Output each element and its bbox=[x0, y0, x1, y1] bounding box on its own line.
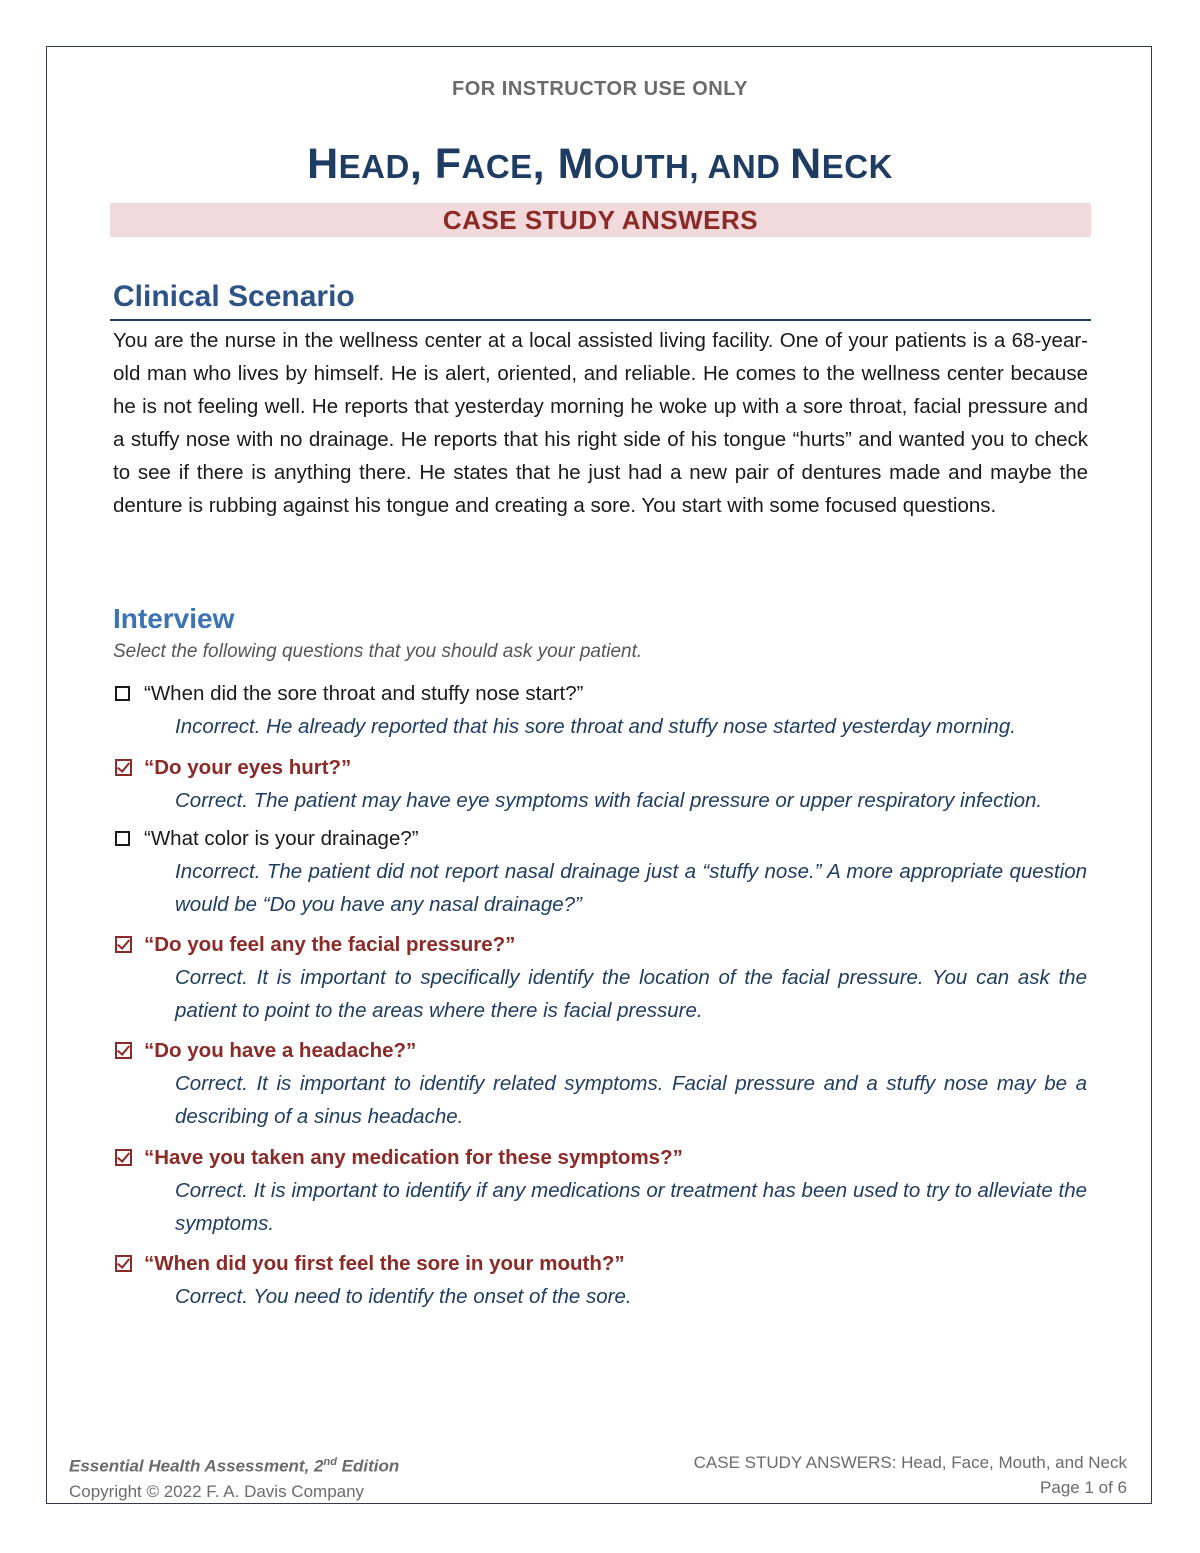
clinical-scenario-heading: Clinical Scenario bbox=[113, 280, 355, 313]
question-feedback: Incorrect. The patient did not report nasal drainage just a “stuffy nose.” A more appropriate question would be “Do you have any nasal drainage?” bbox=[175, 860, 1087, 916]
title-part: H bbox=[307, 140, 339, 188]
question-text: “Do you feel any the facial pressure?” bbox=[144, 933, 516, 956]
question-text: “What color is your drainage?” bbox=[144, 827, 419, 850]
footer-right bbox=[694, 1450, 1127, 1500]
question-text: “Have you taken any medication for these symptoms?” bbox=[144, 1146, 683, 1169]
question-item bbox=[115, 822, 1090, 921]
title-part: N bbox=[790, 140, 822, 188]
question-item bbox=[115, 1247, 1090, 1313]
question-feedback: Correct. You need to identify the onset of the sore. bbox=[175, 1285, 632, 1308]
question-item bbox=[115, 677, 1090, 743]
checked-box-icon bbox=[115, 1149, 132, 1166]
question-feedback: Correct. It is important to specifically identify the location of the facial pressure. You can ask the patient to point to the areas where there is facial pressure. bbox=[175, 966, 1087, 1022]
question-feedback: Correct. It is important to identify if any medications or treatment has been used to try to alleviate the symptoms. bbox=[175, 1179, 1087, 1235]
checked-box-icon bbox=[115, 759, 132, 776]
question-text: “Do your eyes hurt?” bbox=[144, 756, 352, 779]
title-part: , M bbox=[532, 140, 594, 188]
question-text: “When did you first feel the sore in your mouth?” bbox=[144, 1252, 625, 1275]
checked-box-icon bbox=[115, 936, 132, 953]
clinical-scenario-text: You are the nurse in the wellness center at a local assisted living facility. One of your patients is a 68-year-old man who lives by himself. He is alert, oriented, and reliable. He comes to the wellness center because he is not feeling well. He reports that yesterday morning he woke up with a sore throat, facial pressure and a stuffy nose with no drainage. He reports that his right side of his tongue “hurts” and wanted you to check to see if there is anything there. He states that he just had a new pair of dentures made and maybe the denture is rubbing against his tongue and creating a sore. You start with some focused questions. bbox=[113, 329, 1088, 517]
instructor-note: FOR INSTRUCTOR USE ONLY bbox=[452, 78, 748, 100]
subtitle: CASE STUDY ANSWERS bbox=[442, 205, 759, 235]
question-feedback: Incorrect. He already reported that his sore throat and stuffy nose started yesterday morning. bbox=[175, 715, 1016, 738]
question-text: “Do you have a headache?” bbox=[144, 1039, 417, 1062]
unchecked-box-icon bbox=[115, 831, 130, 846]
title-part: EAD bbox=[338, 148, 410, 185]
copyright: Copyright © 2022 F. A. Davis Company bbox=[69, 1481, 365, 1501]
title-part: OUTH bbox=[593, 148, 690, 185]
document-title bbox=[0, 140, 1200, 189]
edition-word: Edition bbox=[336, 1456, 400, 1476]
title-part: , AND bbox=[689, 148, 791, 185]
question-item bbox=[115, 1034, 1090, 1133]
question-feedback: Correct. The patient may have eye symptoms with facial pressure or upper respiratory infection. bbox=[175, 789, 1043, 812]
title-part: ECK bbox=[821, 148, 893, 185]
checked-box-icon bbox=[115, 1255, 132, 1272]
question-text: “When did the sore throat and stuffy nose start?” bbox=[144, 682, 584, 705]
footer-left bbox=[69, 1450, 399, 1504]
subtitle-bar bbox=[110, 203, 1091, 237]
question-item bbox=[115, 751, 1090, 817]
question-item bbox=[115, 928, 1090, 1027]
question-feedback: Correct. It is important to identify related symptoms. Facial pressure and a stuffy nose may be a describing of a sinus headache. bbox=[175, 1072, 1087, 1128]
heading-divider bbox=[110, 319, 1091, 321]
interview-heading: Interview bbox=[113, 603, 235, 634]
interview-instruction: Select the following questions that you should ask your patient. bbox=[113, 641, 643, 662]
page-number: Page 1 of 6 bbox=[1040, 1478, 1127, 1497]
unchecked-box-icon bbox=[115, 686, 130, 701]
checked-box-icon bbox=[115, 1042, 132, 1059]
running-title: CASE STUDY ANSWERS: Head, Face, Mouth, and Neck bbox=[693, 1453, 1127, 1472]
title-part: , F bbox=[409, 140, 462, 188]
book-title: Essential Health Assessment, 2 bbox=[69, 1456, 324, 1476]
question-item bbox=[115, 1141, 1090, 1240]
edition-superscript: nd bbox=[323, 1456, 337, 1468]
title-part: ACE bbox=[461, 148, 533, 185]
